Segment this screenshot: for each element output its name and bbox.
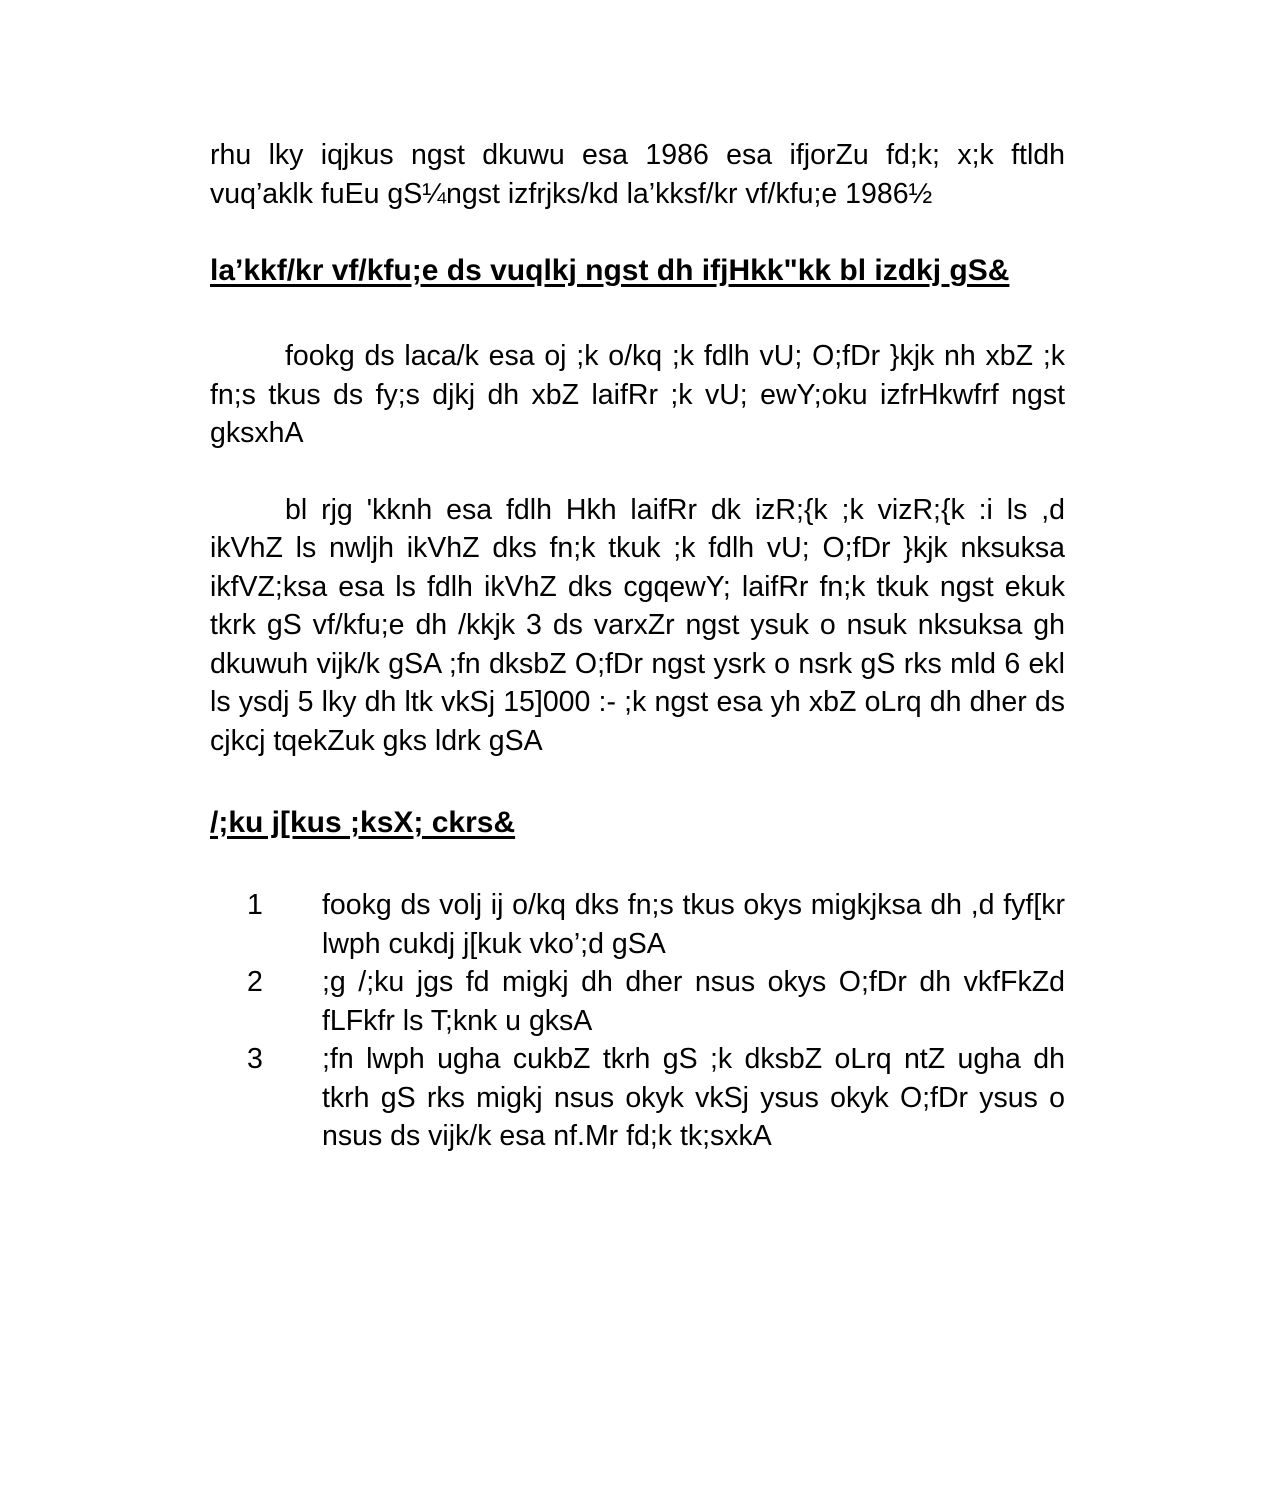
spacer — [210, 453, 1065, 491]
definition-paragraph: fookg ds laca/k esa oj ;k o/kq ;k fdlh vU; O;fDr }kjk nh xbZ ;k fn;s tkus ds fy;s djkj dh xbZ laifRr ;k vU; ewY;oku izfrHkwfrf ngst gksxhA — [210, 340, 1065, 449]
list-item — [210, 963, 1065, 1040]
spacer — [210, 842, 1065, 886]
list-item-number: 3 — [247, 1043, 263, 1075]
notes-list — [210, 886, 1065, 1156]
list-item — [210, 1040, 1065, 1156]
spacer — [210, 760, 1065, 803]
section-heading-definition: la’kkf/kr vf/kfu;e ds vuqlkj ngst dh ifjHkk"kk bl izdkj gS& — [210, 254, 1010, 287]
list-item-number: 1 — [247, 889, 263, 921]
spacer — [210, 213, 1065, 251]
section-heading-notes: /;ku j[kus ;ksX; ckrs& — [210, 806, 516, 839]
document-page — [210, 136, 1065, 1156]
list-item-text: ;g /;ku jgs fd migkj dh dher nsus okys O;fDr dh vkfFkZd fLFkfr ls T;knk u gksA — [322, 966, 1065, 1037]
list-item-number: 2 — [247, 966, 263, 998]
list-item-text: fookg ds volj ij o/kq dks fn;s tkus okys migkjksa dh ,d fyf[kr lwph cukdj j[kuk vko’;d gSA — [322, 889, 1065, 960]
list-item-text: ;fn lwph ugha cukbZ tkrh gS ;k dksbZ oLrq ntZ ugha dh tkrh gS rks migkj nsus okyk vkSj ysus okyk O;fDr ysus o nsus ds vijk/k esa nf.Mr fd;k tk;sxkA — [322, 1043, 1065, 1152]
penalty-paragraph: bl rjg 'kknh esa fdlh Hkh laifRr dk izR;{k ;k vizR;{k :i ls ,d ikVhZ ls nwljh ikVhZ dks fn;k tkuk ;k fdlh vU; O;fDr }kjk nksuksa ikfVZ;ksa esa ls fdlh ikVhZ dks cgqewY; laifRr fn;k tkuk ngst ekuk tkrk gS vf/kfu;e dh /kkjk 3 ds varxZr ngst ysuk o nsuk nksuksa gh dkuwuh vijk/k gSA ;fn dksbZ O;fDr ngst ysrk o nsrk gS rks mld 6 ekl ls ysdj 5 lky dh ltk vkSj 15]000 :- ;k ngst esa yh xbZ oLrq dh dher ds cjkcj tqekZuk gks ldrk gSA — [210, 493, 1065, 757]
spacer — [210, 290, 1065, 337]
intro-paragraph: rhu lky iqjkus ngst dkuwu esa 1986 esa ifjorZu fd;k; x;k ftldh vuq’aklk fuEu gS¼ngst izfrjks/kd la’kksf/kr vf/kfu;e 1986½ — [210, 139, 1065, 210]
list-item — [210, 886, 1065, 963]
